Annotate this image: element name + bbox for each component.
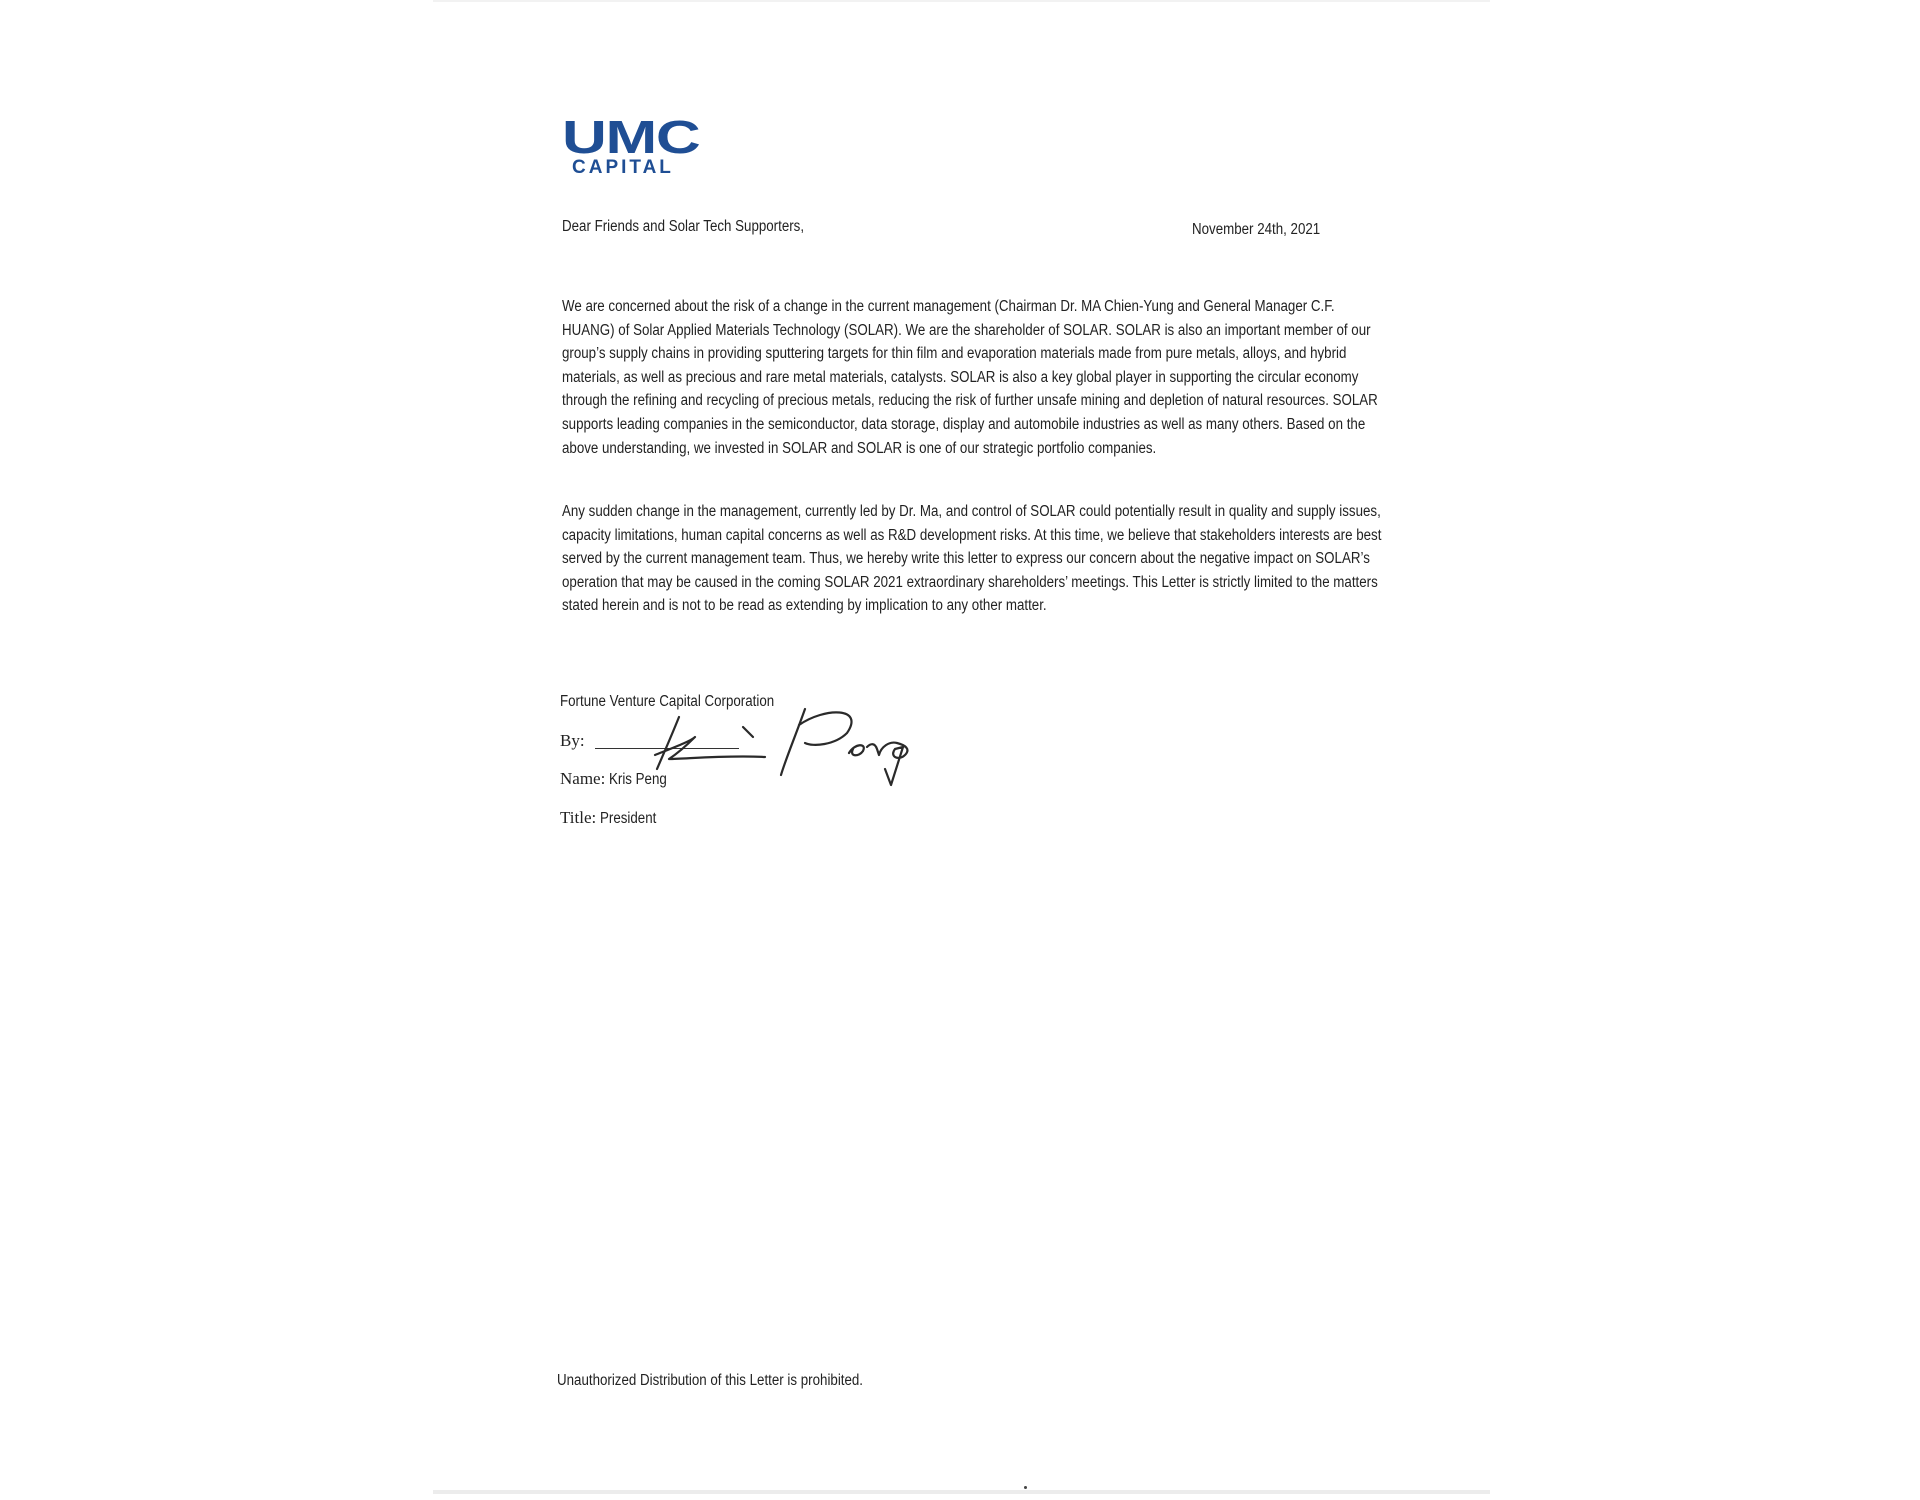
handwritten-signature	[635, 697, 955, 797]
letter-page	[433, 0, 1490, 1494]
letter-date: November 24th, 2021	[1192, 221, 1321, 238]
signatory-name: Kris Peng	[609, 771, 668, 788]
by-label: By:	[560, 731, 585, 750]
name-label: Name:	[560, 769, 606, 788]
umc-capital-logo	[562, 111, 722, 178]
title-label: Title:	[560, 808, 597, 827]
name-row	[560, 769, 677, 789]
logo-mark: UMC	[562, 111, 700, 163]
scan-speck	[1024, 1486, 1027, 1489]
distribution-notice: Unauthorized Distribution of this Letter is prohibited.	[557, 1372, 864, 1389]
signatory-company: Fortune Venture Capital Corporation	[560, 693, 775, 710]
logo-subtitle: CAPITAL	[572, 157, 674, 178]
signatory-title: President	[600, 810, 657, 827]
salutation: Dear Friends and Solar Tech Supporters,	[562, 218, 805, 235]
by-line-row	[560, 731, 585, 751]
body-paragraph-2: Any sudden change in the management, currently led by Dr. Ma, and control of SOLAR could potentially result in quality and supply issues, capacity limitations, human capital concerns as well as R&D development risks. At this time, we believe that stakeholders interests are best served by the current management team. Thus, we hereby write this letter to express our concern about the negative impact on SOLAR’s operation that may be caused in the coming SOLAR 2021 extraordinary shareholders’ meetings. This Letter is strictly limited to the matters stated herein and is not to be read as extending by implication to any other matter.	[562, 503, 1382, 615]
title-row	[560, 808, 666, 828]
body-paragraph-1: We are concerned about the risk of a change in the current management (Chairman Dr. MA Chien-Yung and General Manager C.F. HUANG) of Solar Applied Materials Technology (SOLAR). We are the shareholder of SOLAR. SOLAR is also an important member of our group’s supply chains in providing sputtering targets for thin film and evaporation materials made from pure metals, alloys, and hybrid materials, as well as precious and rare metal materials, catalysts. SOLAR is also a key global player in supporting the circular economy through the refining and recycling of precious metals, reducing the risk of further unsafe mining and depletion of natural resources. SOLAR supports leading companies in the semiconductor, data storage, display and automobile industries as well as many others. Based on the above understanding, we invested in SOLAR and SOLAR is one of our strategic portfolio companies.	[562, 298, 1378, 457]
